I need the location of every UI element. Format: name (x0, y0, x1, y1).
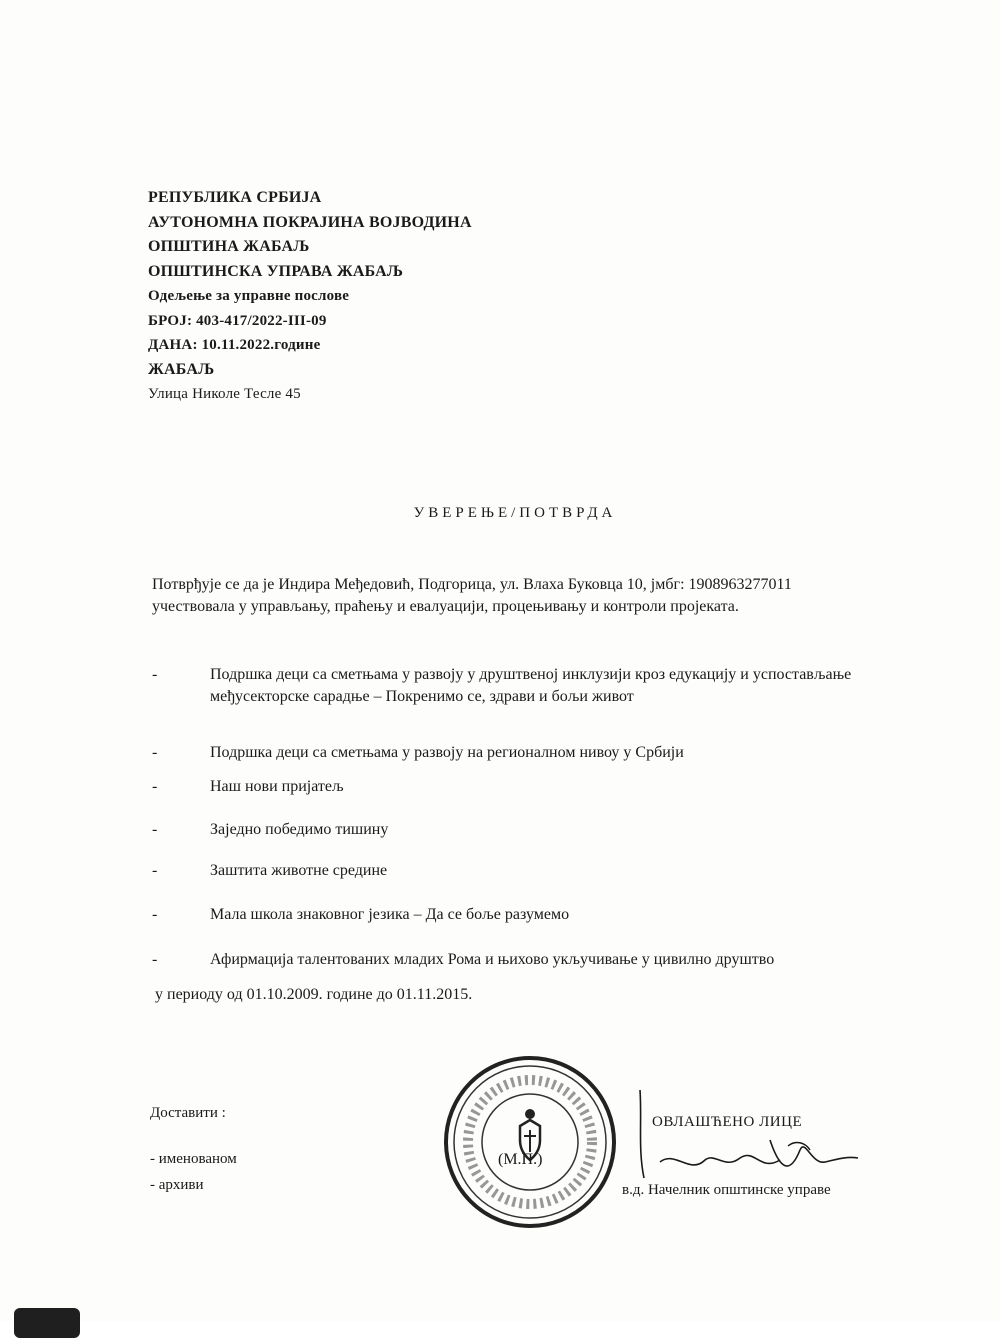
seal-mark: (М.П.) (498, 1151, 543, 1168)
list-item-text: Подршка деци са сметњама у развоју у друштвеној инклузији кроз едукацију и успостављање међусекторске сарадње – Покренимо се, здрави и бољи живот (210, 666, 852, 705)
signatory-title: в.д. Начелник општинске управе (622, 1182, 831, 1198)
list-dash: - (152, 778, 158, 795)
list-dash: - (152, 951, 158, 968)
signatory-label: ОВЛАШЋЕНО ЛИЦЕ (652, 1114, 803, 1130)
list-item (152, 860, 872, 882)
corner-tab (14, 1308, 80, 1338)
list-item (152, 904, 872, 926)
list-item-text: Афирмација талентованих младих Рома и њихово укључивање у цивилно друштво (210, 951, 775, 968)
list-item-text: Подршка деци са сметњама у развоју на регионалном нивоу у Србији (210, 744, 684, 761)
intro-paragraph: Потврђује се да је Индира Међедовић, Подгорица, ул. Влаха Буковца 10, јмбг: 1908963277011 учествовала у управљању, праћењу и евалуацији, процењивању и контроли пројеката. (152, 576, 792, 615)
official-seal-icon (440, 1052, 620, 1232)
list-dash: - (152, 744, 158, 761)
list-item-text: Заштита животне средине (210, 862, 388, 879)
list-item-text: Мала школа знаковног језика – Да се боље разумемо (210, 906, 570, 923)
document-title: УВЕРЕЊЕ/ПОТВРДА (413, 505, 617, 521)
header-number: БРОЈ: 403-417/2022-III-09 (148, 312, 327, 329)
header-date: ДАНА: 10.11.2022.године (148, 337, 321, 353)
list-dash: - (152, 906, 158, 923)
list-dash: - (152, 862, 158, 879)
signature-icon (630, 1080, 870, 1190)
header-city: ЖАБАЉ (148, 360, 215, 378)
delivery-item: - именованом (150, 1151, 237, 1167)
list-item (152, 776, 872, 798)
list-dash: - (152, 821, 158, 838)
issuer-header (148, 186, 472, 407)
header-line-province: АУТОНОМНА ПОКРАЈИНА ВОЈВОДИНА (148, 213, 472, 231)
delivery-block (150, 1100, 237, 1198)
header-department: Одељење за управне послове (148, 288, 350, 304)
list-item (152, 949, 872, 971)
list-item-text: Заједно победимо тишину (210, 821, 389, 838)
delivery-title: Доставити : (150, 1105, 226, 1121)
header-line-administration: ОПШТИНСКА УПРАВА ЖАБАЉ (148, 262, 404, 280)
header-address: Улица Николе Тесле 45 (148, 386, 301, 402)
list-dash: - (152, 666, 158, 683)
header-line-republic: РЕПУБЛИКА СРБИЈА (148, 189, 322, 206)
list-item (152, 819, 872, 841)
list-item-text: Наш нови пријатељ (210, 778, 344, 795)
list-item (152, 742, 872, 764)
list-item (152, 664, 872, 708)
delivery-item: - архиви (150, 1177, 204, 1193)
period-line: у периоду од 01.10.2009. године до 01.11.2015. (155, 986, 473, 1003)
header-line-municipality: ОПШТИНА ЖАБАЉ (148, 238, 310, 255)
